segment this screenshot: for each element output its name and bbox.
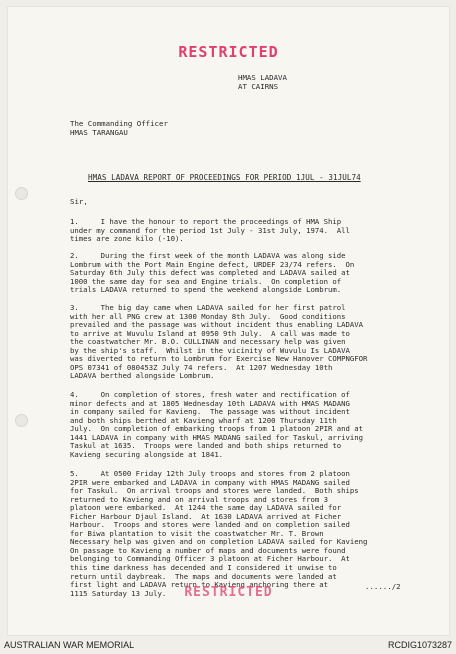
document-page [7, 6, 450, 636]
punch-hole [15, 414, 28, 427]
recipient-address: The Commanding Officer HMAS TARANGAU [70, 119, 168, 137]
salutation: Sir, [70, 197, 88, 206]
restricted-stamp-bottom: RESTRICTED [184, 585, 273, 600]
archive-name: AUSTRALIAN WAR MEMORIAL [4, 640, 135, 650]
archive-footer [0, 638, 456, 654]
report-subject: HMAS LADAVA REPORT OF PROCEEDINGS FOR PERIOD 1JUL - 31JUL74 [88, 173, 361, 182]
paragraph-5: 5. At 0500 Friday 12th July troops and stores from 2 platoon 2PIR were embarked and LADAVA in company with HMAS MADANG sailed for Taskul. On arrival troops and stores were landed. Both ships returned to Kavieng and on arrival troops and stores from 3 platoon were embarked. At 1244 the same day LADAVA sailed for Ficher Harbour Djaul Island. At 1630 LADAVA arrived at Ficher Harbour. Troops and stores were landed and on completion sailed for Biwa plantation to visit the coastwatcher Mr. T. Brown Necessary help was given and on completion LADAVA sailed for Kavieng On passage to Kavieng a number of maps and documents were found belonging to Commanding Officer 3 platoon at Ficher Harbour. At this time darkness has decended and I considered it unwise to return until daybreak. The maps and documents were landed at first light and LADAVA return to Kavieng anchoring there at 1115 Saturday 13 July. [70, 469, 368, 598]
paragraph-3: 3. The big day came when LADAVA sailed for her first patrol with her all PNG crew at 1300 Monday 8th July. Good conditions prevailed and the passage was without incident thus enabling LADAVA to arrive at Wuvulu Island at 0950 9th July. A call was made to the coastwatcher Mr. B.O. CULLINAN and necessary help was given by the ship's staff. Whilst in the vicinity of Wuvulu Is LADAVA was diverted to return to Lombrum for Exercise New Hanover COMPNGFOR OPS 07341 of 080453Z July 74 refers. At 1207 Wednesday 10th LADAVA berthed alongside Lombrum. [70, 303, 368, 381]
paragraph-1: 1. I have the honour to report the proceedings of HMA Ship under my command for the period 1st July - 31st July, 1974. All times are zone kilo (-10). [70, 217, 350, 244]
sender-address: HMAS LADAVA AT CAIRNS [238, 73, 287, 91]
restricted-stamp-top: RESTRICTED [178, 43, 279, 61]
paragraph-2: 2. During the first week of the month LADAVA was along side Lombrum with the Port Main Engine defect, URDEF 23/74 refers. On Saturday 6th July this defect was completed and LADAVA sailed at 1000 the same day for sea and Engine trials. On completion of trials LADAVA returned to spend the weekend alongside Lombrum. [70, 251, 355, 295]
paragraph-4: 4. On completion of stores, fresh water and rectification of minor defects and at 1805 Wednesday 10th LADAVA with HMAS MADANG in company sailed for Kavieng. The passage was without incident and both ships berthed at Kavieng wharf at 1200 Thursday 11th July. On completion of embarking troops from 1 platoon 2PIR and at 1441 LADAVA in company with HMAS MADANG sailed for Taskul, arriving Taskul at 1635. Troops were landed and both ships returned to Kavieng securing alongside at 1841. [70, 390, 363, 459]
page-continuation: ....../2 [365, 582, 401, 591]
punch-hole [15, 187, 28, 200]
record-id: RCDIG1073287 [387, 640, 452, 650]
